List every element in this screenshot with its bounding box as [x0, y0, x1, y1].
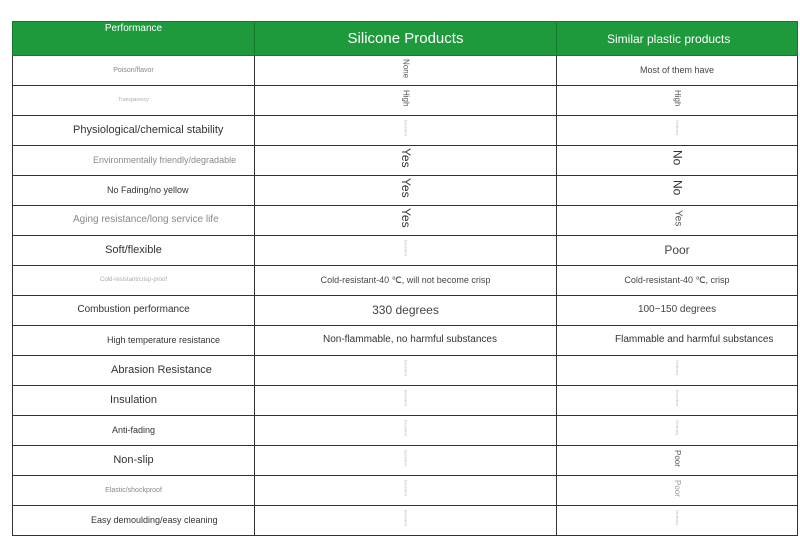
plastic-cell	[557, 386, 798, 416]
plastic-cell: 100~150 degrees	[557, 296, 798, 326]
silicone-cell	[255, 476, 557, 506]
table-row	[13, 446, 798, 476]
plastic-cell	[557, 356, 798, 386]
silicone-cell	[255, 236, 557, 266]
performance-cell: Environmentally friendly/degradable	[13, 146, 255, 176]
silicone-value: Excellent	[403, 449, 409, 467]
table-row	[13, 476, 798, 506]
plastic-value: Ordinary	[675, 360, 681, 376]
performance-cell: High temperature resistance	[13, 326, 255, 356]
silicone-value: Yes	[398, 208, 413, 228]
table-row	[13, 296, 798, 326]
performance-cell: Elastic/shockproof	[13, 476, 255, 506]
silicone-value: None	[401, 58, 411, 78]
plastic-cell: Most of them have	[557, 56, 798, 86]
silicone-value: Yes	[398, 178, 413, 198]
plastic-value: High	[673, 89, 683, 107]
performance-cell: Poison/flavor	[13, 56, 255, 86]
plastic-cell	[557, 206, 798, 236]
silicone-value: Yes	[398, 148, 413, 168]
silicone-value: Excellent	[403, 419, 409, 437]
plastic-value: Poor	[673, 449, 683, 467]
silicone-cell	[255, 206, 557, 236]
plastic-value: Ordinary	[675, 420, 681, 436]
performance-cell: Non-slip	[13, 446, 255, 476]
plastic-cell: Cold-resistant-40 ℃, crisp	[557, 266, 798, 296]
comparison-table	[12, 21, 798, 536]
silicone-cell	[255, 176, 557, 206]
plastic-value: Yes	[672, 209, 684, 227]
table-row	[13, 206, 798, 236]
comparison-sheet	[12, 21, 797, 554]
silicone-cell	[255, 56, 557, 86]
silicone-value: Excellent	[403, 479, 409, 497]
header-plastic: Similar plastic products	[557, 22, 798, 56]
silicone-value: Excellent	[403, 509, 409, 527]
table-row	[13, 86, 798, 116]
header-row	[13, 22, 798, 56]
performance-cell: No Fading/no yellow	[13, 176, 255, 206]
silicone-value: Excellent	[403, 119, 409, 137]
plastic-cell	[557, 506, 798, 536]
plastic-value: No	[670, 180, 685, 196]
plastic-value: Ordinary	[675, 120, 681, 136]
table-row	[13, 356, 798, 386]
silicone-cell	[255, 386, 557, 416]
plastic-value: Excellent	[675, 389, 681, 407]
plastic-cell	[557, 476, 798, 506]
table-row	[13, 416, 798, 446]
performance-cell: Soft/flexible	[13, 236, 255, 266]
plastic-cell	[557, 416, 798, 446]
performance-cell: Abrasion Resistance	[13, 356, 255, 386]
plastic-cell	[557, 446, 798, 476]
performance-cell: Cold-resistant/crisp-proof	[13, 266, 255, 296]
silicone-cell	[255, 446, 557, 476]
silicone-cell: Cold-resistant-40 ℃, will not become crisp	[255, 266, 557, 296]
performance-cell: Aging resistance/long service life	[13, 206, 255, 236]
plastic-value: No	[670, 150, 685, 166]
silicone-value: Excellent	[403, 239, 409, 257]
silicone-cell	[255, 146, 557, 176]
table-body	[13, 56, 798, 536]
plastic-cell: Flammable and harmful substances	[557, 326, 798, 356]
table-row	[13, 56, 798, 86]
performance-cell: Easy demoulding/easy cleaning	[13, 506, 255, 536]
plastic-cell: Poor	[557, 236, 798, 266]
table-row	[13, 176, 798, 206]
header-silicone: Silicone Products	[255, 22, 557, 56]
silicone-cell	[255, 86, 557, 116]
silicone-cell	[255, 506, 557, 536]
performance-cell: Insulation	[13, 386, 255, 416]
table-row	[13, 266, 798, 296]
performance-cell: Transparency	[13, 86, 255, 116]
table-row	[13, 146, 798, 176]
table-row	[13, 236, 798, 266]
plastic-value: Ordinary	[675, 510, 681, 526]
performance-cell: Anti-fading	[13, 416, 255, 446]
table-row	[13, 326, 798, 356]
silicone-cell: Non-flammable, no harmful substances	[255, 326, 557, 356]
silicone-cell	[255, 416, 557, 446]
table-row	[13, 506, 798, 536]
silicone-cell	[255, 356, 557, 386]
silicone-value: High	[401, 89, 411, 107]
performance-cell: Physiological/chemical stability	[13, 116, 255, 146]
silicone-cell	[255, 116, 557, 146]
silicone-value: Excellent	[403, 359, 409, 377]
performance-cell: Combustion performance	[13, 296, 255, 326]
plastic-cell	[557, 86, 798, 116]
plastic-cell	[557, 146, 798, 176]
plastic-value: Poor	[673, 479, 683, 497]
plastic-cell	[557, 176, 798, 206]
silicone-cell: 330 degrees	[255, 296, 557, 326]
header-performance: Performance	[13, 22, 255, 56]
table-row	[13, 116, 798, 146]
table-row	[13, 386, 798, 416]
table-header	[13, 22, 798, 56]
silicone-value: Excellent	[403, 389, 409, 407]
plastic-cell	[557, 116, 798, 146]
